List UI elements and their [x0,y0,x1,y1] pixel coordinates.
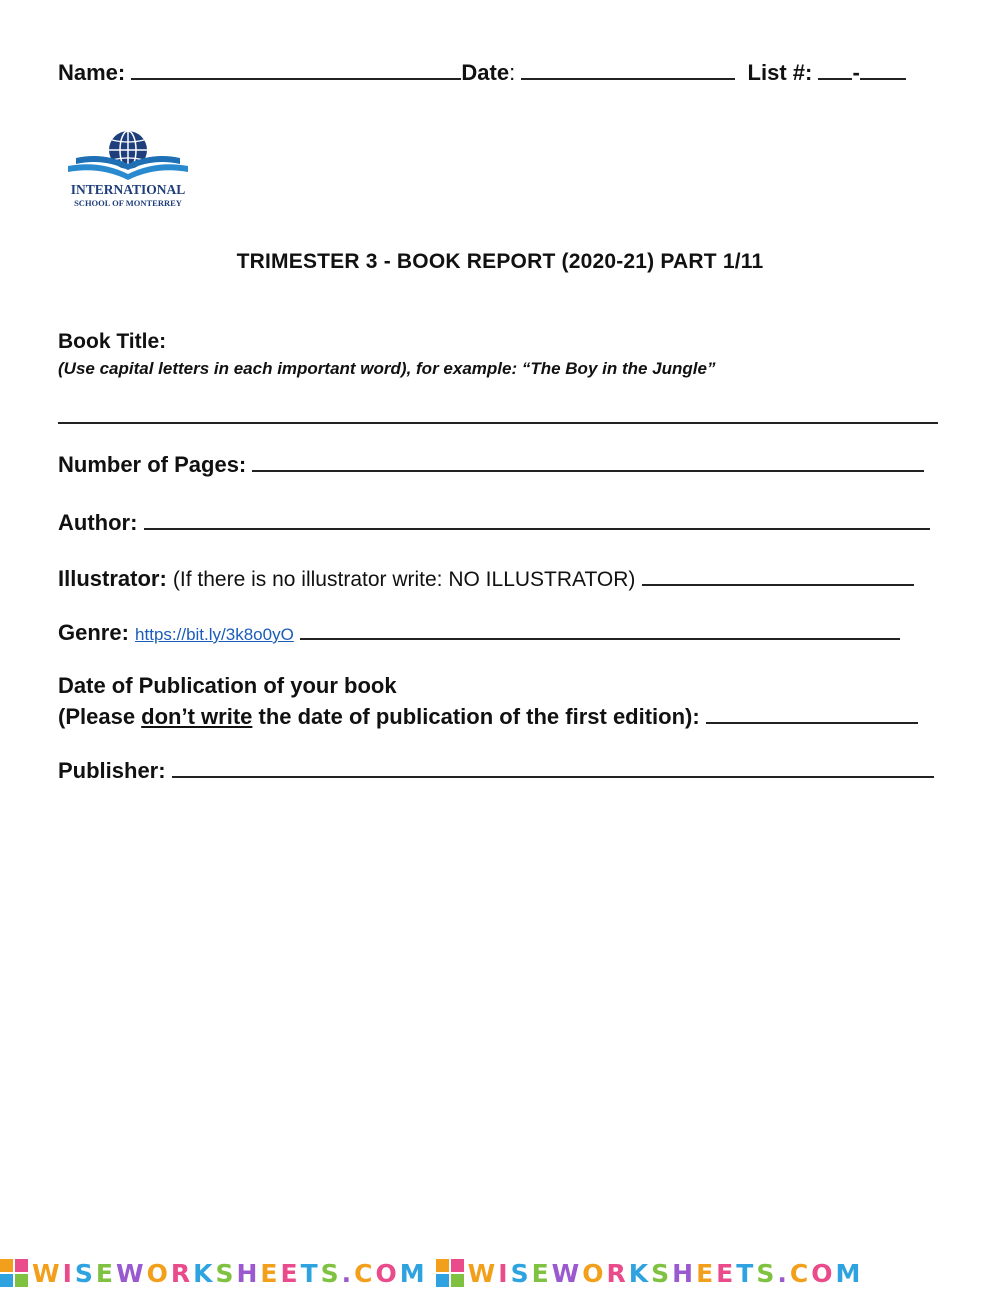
book-title-hint: (Use capital letters in each important word), for example: “The Boy in the Jungle” [58,359,716,378]
globe-book-icon [58,128,198,182]
school-logo [58,128,198,210]
date-label: Date [461,60,510,85]
genre-link[interactable]: https://bit.ly/3k8o0yO [135,625,294,644]
pages-row [58,452,924,478]
pub-date-row [58,704,918,730]
name-blank[interactable] [131,60,461,80]
watermark-footer [0,1255,1000,1291]
pages-blank[interactable] [252,452,924,472]
book-title-blank[interactable] [58,422,938,424]
genre-blank[interactable] [300,620,900,640]
logo-line-1: INTERNATIONAL [70,182,186,197]
header-row [58,60,906,86]
pub-date-emphasis: don’t write [141,704,253,729]
pub-date-suffix: the date of publication of the first edition): [252,704,700,729]
date-colon: : [509,60,516,85]
pub-date-prefix: (Please [58,704,142,729]
illustrator-label: Illustrator: [58,566,167,591]
date-blank[interactable] [521,60,735,80]
author-label: Author: [58,510,138,535]
pub-date-line-1: Date of Publication of your book [58,673,397,698]
publisher-blank[interactable] [172,758,934,778]
illustrator-note: (If there is no illustrator write: NO ILLUSTRATOR) [172,568,636,591]
book-title-label: Book Title: [58,330,167,353]
author-row [58,510,930,536]
list-blank-1[interactable] [818,60,852,80]
illustrator-blank[interactable] [642,566,914,586]
genre-row [58,620,900,646]
document-title: TRIMESTER 3 - BOOK REPORT (2020-21) PART 1/11 [236,250,764,273]
illustrator-row [58,566,914,592]
watermark-badge-icon [436,1259,464,1287]
author-blank[interactable] [144,510,930,530]
list-blank-2[interactable] [860,60,906,80]
watermark-badge-icon [0,1259,28,1287]
list-label: List #: [747,60,813,85]
list-separator: - [852,60,860,85]
publisher-row [58,758,934,784]
logo-line-2: SCHOOL OF MONTERREY [74,198,182,208]
watermark-text-2: WISEWORKSHEETS.COM [467,1258,864,1288]
publisher-label: Publisher: [58,758,166,783]
name-label: Name: [58,60,126,85]
watermark-text-1: WISEWORKSHEETS.COM [32,1258,428,1288]
genre-label: Genre: [58,620,129,645]
pages-label: Number of Pages: [58,452,247,477]
pub-date-blank[interactable] [706,704,918,724]
